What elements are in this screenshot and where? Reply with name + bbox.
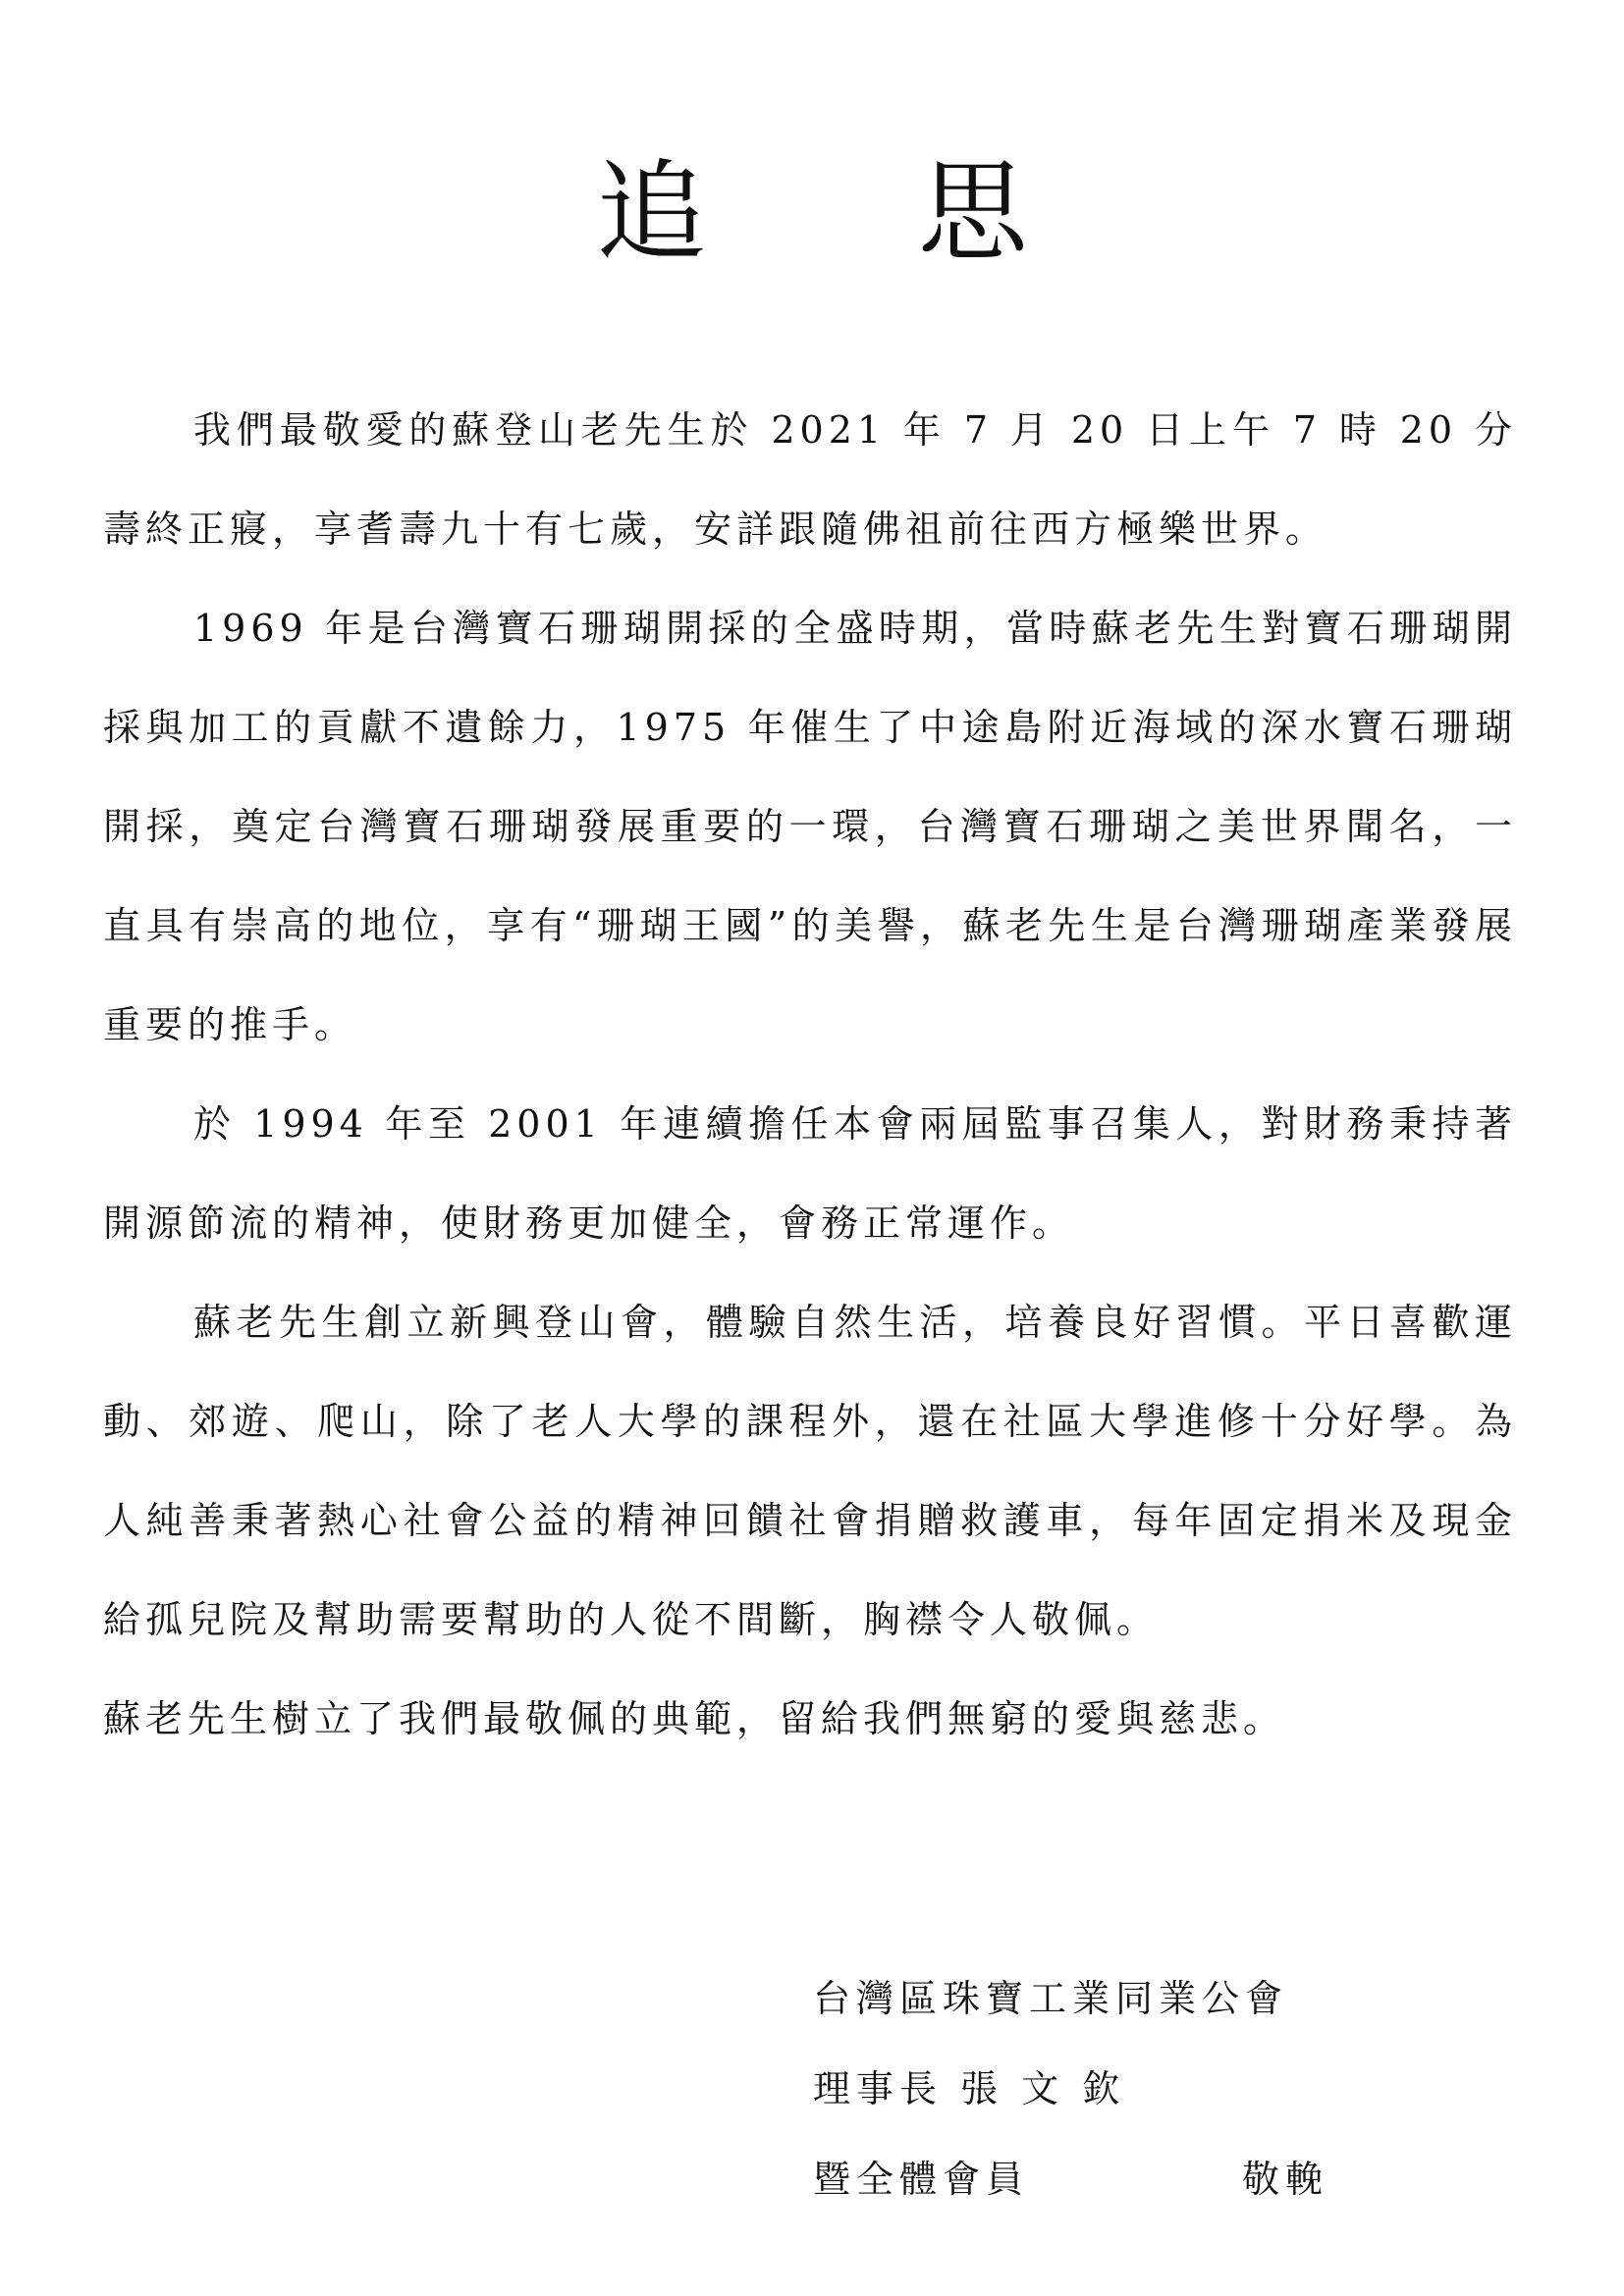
memorial-body	[103, 381, 1517, 1769]
signature-members: 暨全體會員 敬輓	[813, 2158, 1328, 2201]
paragraph-5: 蘇老先生樹立了我們最敬佩的典範，留給我們無窮的愛與慈悲。	[103, 1697, 1286, 1740]
paragraph-1: 我們最敬愛的蘇登山老先生於 2021 年 7 月 20 日上午 7 時 20 分壽終正寢，享耆壽九十有七歲，安詳跟隨佛祖前往西方極樂世界。	[103, 408, 1517, 551]
signature-organization: 台灣區珠寶工業同業公會	[813, 1977, 1289, 2020]
paragraph-2: 1969 年是台灣寶石珊瑚開採的全盛時期，當時蘇老先生對寶石珊瑚開採與加工的貢獻不遺餘力，1975 年催生了中途島附近海域的深水寶石珊瑚開採，奠定台灣寶石珊瑚發展重要的一環，台灣寶石珊瑚之美世界聞名，一直具有崇高的地位，享有“珊瑚王國”的美譽，蘇老先生是台灣珊瑚產業發展重要的推手。	[103, 607, 1517, 1046]
paragraph-4: 蘇老先生創立新興登山會，體驗自然生活，培養良好習慣。平日喜歡運動、郊遊、爬山，除了老人大學的課程外，還在社區大學進修十分好學。為人純善秉著熱心社會公益的精神回饋社會捐贈救護車，每年固定捐米及現金給孤兒院及幫助需要幫助的人從不間斷，胸襟令人敬佩。	[103, 1301, 1517, 1641]
page-title: 追 思	[596, 149, 1116, 277]
signature-chairman: 理事長 張 文 欽	[813, 2067, 1126, 2110]
signature-block	[813, 1953, 1328, 2224]
paragraph-3: 於 1994 年至 2001 年連續擔任本會兩屆監事召集人，對財務秉持著開源節流的精神，使財務更加健全，會務正常運作。	[103, 1102, 1517, 1245]
